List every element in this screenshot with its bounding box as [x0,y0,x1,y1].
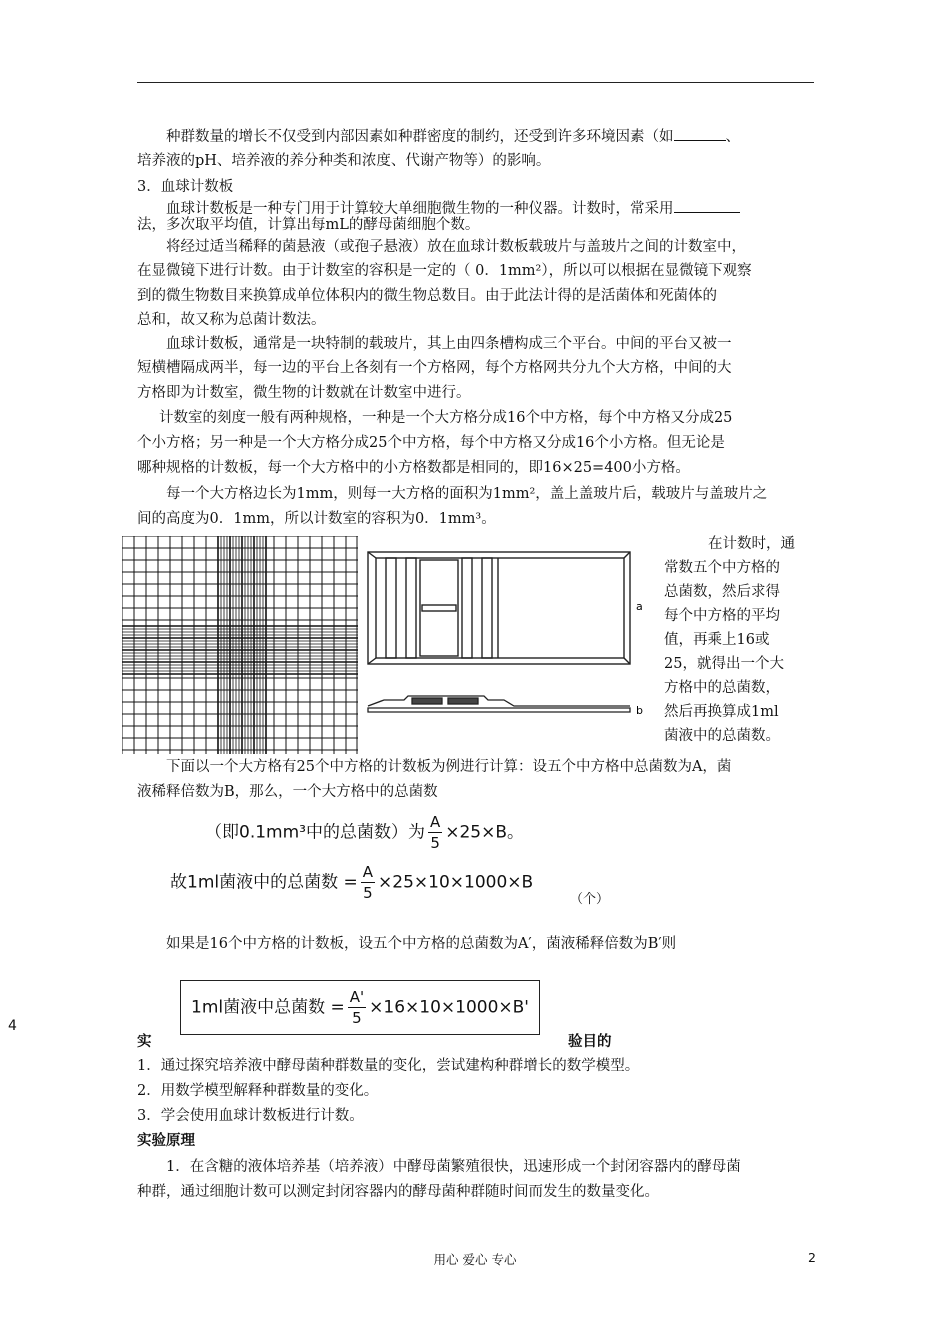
slide-inner-bevel [376,558,624,658]
side-line: 然后再换算成1ml [664,704,779,720]
figure-label-b: b [636,704,643,717]
paragraph-line: 计数室的刻度一般有两种规格，一种是一个大方格分成16个中方格，每个中方格又分成25 [159,410,733,426]
side-line: 在计数时，通 [708,536,795,552]
side-line: 总菌数，然后求得 [664,584,780,600]
slide-top-view [368,552,630,664]
paragraph-line: 法，多次取平均值，计算出每mL的酵母菌细胞个数。 [137,217,480,233]
middle-platform [420,560,458,656]
groove-right [482,558,492,658]
paragraph-line: 培养液的pH、培养液的养分种类和浓度、代谢产物等）的影响。 [137,153,551,169]
paragraph-line: 下面以一个大方格有25个中方格的计数板为例进行计算：设五个中方格中总菌数为A，菌 [166,759,732,775]
paragraph-line: 血球计数板是一种专门用于计算较大单细胞微生物的一种仪器。计数时，常采用 [137,197,814,221]
side-line: 菌液中的总菌数。 [664,728,780,744]
objective-item: 2．用数学模型解释种群数量的变化。 [137,1083,379,1099]
slide-side-view [368,696,630,712]
paragraph-line: 总和，故又称为总菌计数法。 [137,312,326,328]
fill-in-blank [674,198,740,213]
section-title: 3．血球计数板 [137,179,234,195]
paragraph-line: 在显微镜下进行计数。由于计数室的容积是一定的（ 0．1mm²），所以可以根据在显微镜下观察 [137,263,752,279]
page-number: 2 [808,1250,816,1265]
paragraph-line: 间的高度为0．1mm，所以计数室的容积为0．1mm³。 [137,511,496,527]
paragraph-line: 血球计数板，通常是一块特制的载玻片，其上由四条槽构成三个平台。中间的平台又被一 [166,336,732,352]
figure-label-a: a [636,600,643,613]
paragraph-line: 短横槽隔成两半，每一边的平台上各刻有一个方格网，每个方格网共分九个大方格，中间的大 [137,360,732,376]
paragraph-line: 如果是16个中方格的计数板，设五个中方格的总菌数为A′，菌液稀释倍数为B′则 [166,936,677,952]
formula-total-per-large-square: （即0.1mm³中的总菌数）为 $\frac{A}{5}$ ×25×B。 [205,813,525,852]
header-rule [137,82,814,83]
fraction: $\frac{A}{5}$ [429,813,441,852]
objective-item: 3．学会使用血球计数板进行计数。 [137,1108,364,1124]
objective-item: 1．通过探究培养液中酵母菌种群数量的变化，尝试建构种群增长的数学模型。 [137,1058,640,1074]
paragraph-line: 1．在含糖的液体培养基（培养液）中酵母菌繁殖很快，迅速形成一个封闭容器内的酵母菌 [166,1159,741,1175]
figure-side-text [664,532,816,748]
heading-objective-right: 验目的 [568,1034,612,1050]
cover-glass [412,698,442,704]
heading-objective-left: 实 [137,1034,152,1050]
paragraph-line: 个小方格；另一种是一个大方格分成25个中方格，每个中方格又分成16个小方格。但无论是 [137,435,725,451]
hemocytometer-grid-figure [122,536,358,754]
side-line: 方格中的总菌数， [664,680,780,696]
heading-principle: 实验原理 [137,1133,195,1149]
groove-inner-left [406,558,416,658]
side-line: 每个中方格的平均 [664,608,780,624]
paragraph-line: 哪种规格的计数板，每一个大方格中的小方格数都是相同的，即16×25=400小方格。 [137,460,690,476]
page-footer: 用心 爱心 专心 [433,1252,517,1267]
margin-number: 4 [8,1018,17,1034]
fraction: $\frac{A'}{5}$ [349,988,365,1027]
side-line: 25，就得出一个大 [664,656,784,672]
counting-chamber-slide-figure [364,548,660,724]
slide-outline [368,552,630,664]
fraction: $\frac{A}{5}$ [362,863,374,902]
groove-left [386,558,396,658]
paragraph-line: 每一个大方格边长为1mm，则每一大方格的面积为1mm²，盖上盖玻片后，载玻片与盖玻片之 [166,486,768,502]
short-cross-groove [422,605,456,611]
paragraph-line: 种群数量的增长不仅受到内部因素如种群密度的制约，还受到许多环境因素（如 、 [137,125,814,149]
formula-unit: （个） [570,892,610,907]
paragraph-line: 种群，通过细胞计数可以测定封闭容器内的酵母菌种群随时间而发生的数量变化。 [137,1184,659,1200]
formula-total-per-ml: 故1ml菌液中的总菌数 = $\frac{A}{5}$ ×25×10×1000×B [170,863,534,902]
groove-inner-right [462,558,472,658]
side-line: 常数五个中方格的 [664,560,780,576]
paragraph-line: 到的微生物数目来换算成单位体积内的微生物总数目。由于此法计得的是活菌体和死菌体的 [137,288,717,304]
paragraph-line: 液稀释倍数为B，那么，一个大方格中的总菌数 [137,784,438,800]
paragraph-line: 将经过适当稀释的菌悬液（或孢子悬液）放在血球计数板载玻片与盖玻片之间的计数室中， [166,239,746,255]
side-line: 值，再乘上16或 [664,632,770,648]
fill-in-blank [674,126,726,141]
formula-16-square-board: 1ml菌液中总菌数 = $\frac{A'}{5}$ ×16×10×1000×B' [180,980,540,1035]
paragraph-line: 方格即为计数室，微生物的计数就在计数室中进行。 [137,385,471,401]
